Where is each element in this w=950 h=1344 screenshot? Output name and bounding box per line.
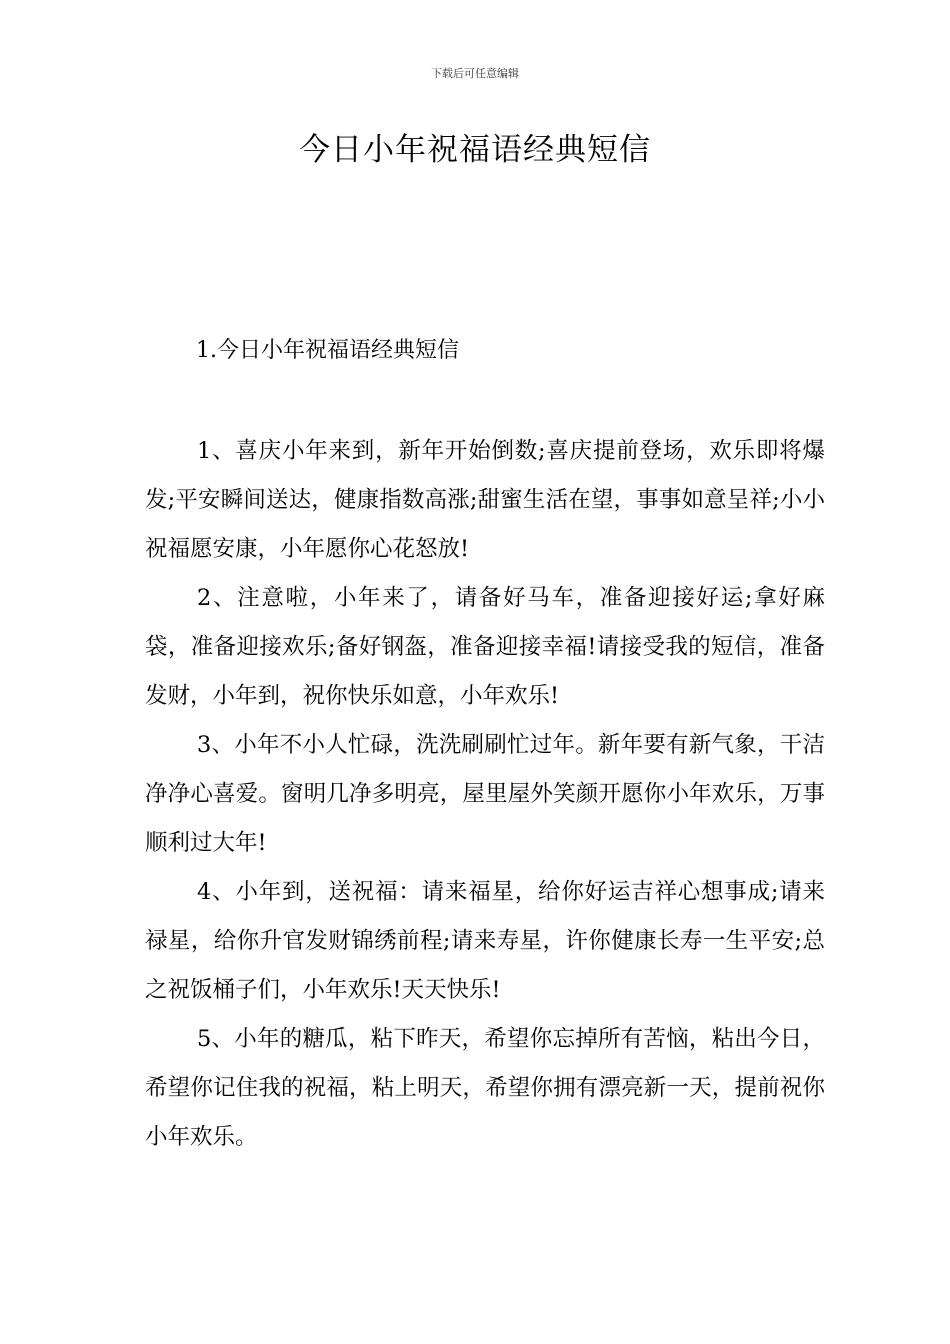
document-body <box>145 427 825 1162</box>
paragraph-1: 1、喜庆小年来到，新年开始倒数;喜庆提前登场，欢乐即将爆发;平安瞬间送达，健康指数高涨;甜蜜生活在望，事事如意呈祥;小小祝福愿安康，小年愿你心花怒放! <box>145 438 825 562</box>
paragraph-4: 4、小年到，送祝福：请来福星，给你好运吉祥心想事成;请来禄星，给你升官发财锦绣前程;请来寿星，许你健康长寿一生平安;总之祝饭桶子们，小年欢乐!天天快乐! <box>145 879 825 1003</box>
paragraph-3: 3、小年不小人忙碌，洗洗刷刷忙过年。新年要有新气象，干洁净净心喜爱。窗明几净多明亮，屋里屋外笑颜开愿你小年欢乐，万事顺利过大年! <box>145 732 825 856</box>
document-title: 今日小年祝福语经典短信 <box>299 132 651 168</box>
section-heading: 1.今日小年祝福语经典短信 <box>196 338 459 363</box>
paragraph-2: 2、注意啦，小年来了，请备好马车，准备迎接好运;拿好麻袋，准备迎接欢乐;备好钢盔，准备迎接幸福!请接受我的短信，准备发财，小年到，祝你快乐如意，小年欢乐! <box>145 585 825 709</box>
paragraph-5: 5、小年的糖瓜，粘下昨天，希望你忘掉所有苦恼，粘出今日，希望你记住我的祝福，粘上明天，希望你拥有漂亮新一天，提前祝你小年欢乐。 <box>145 1026 825 1150</box>
header-note: 下载后可任意编辑 <box>431 67 519 80</box>
